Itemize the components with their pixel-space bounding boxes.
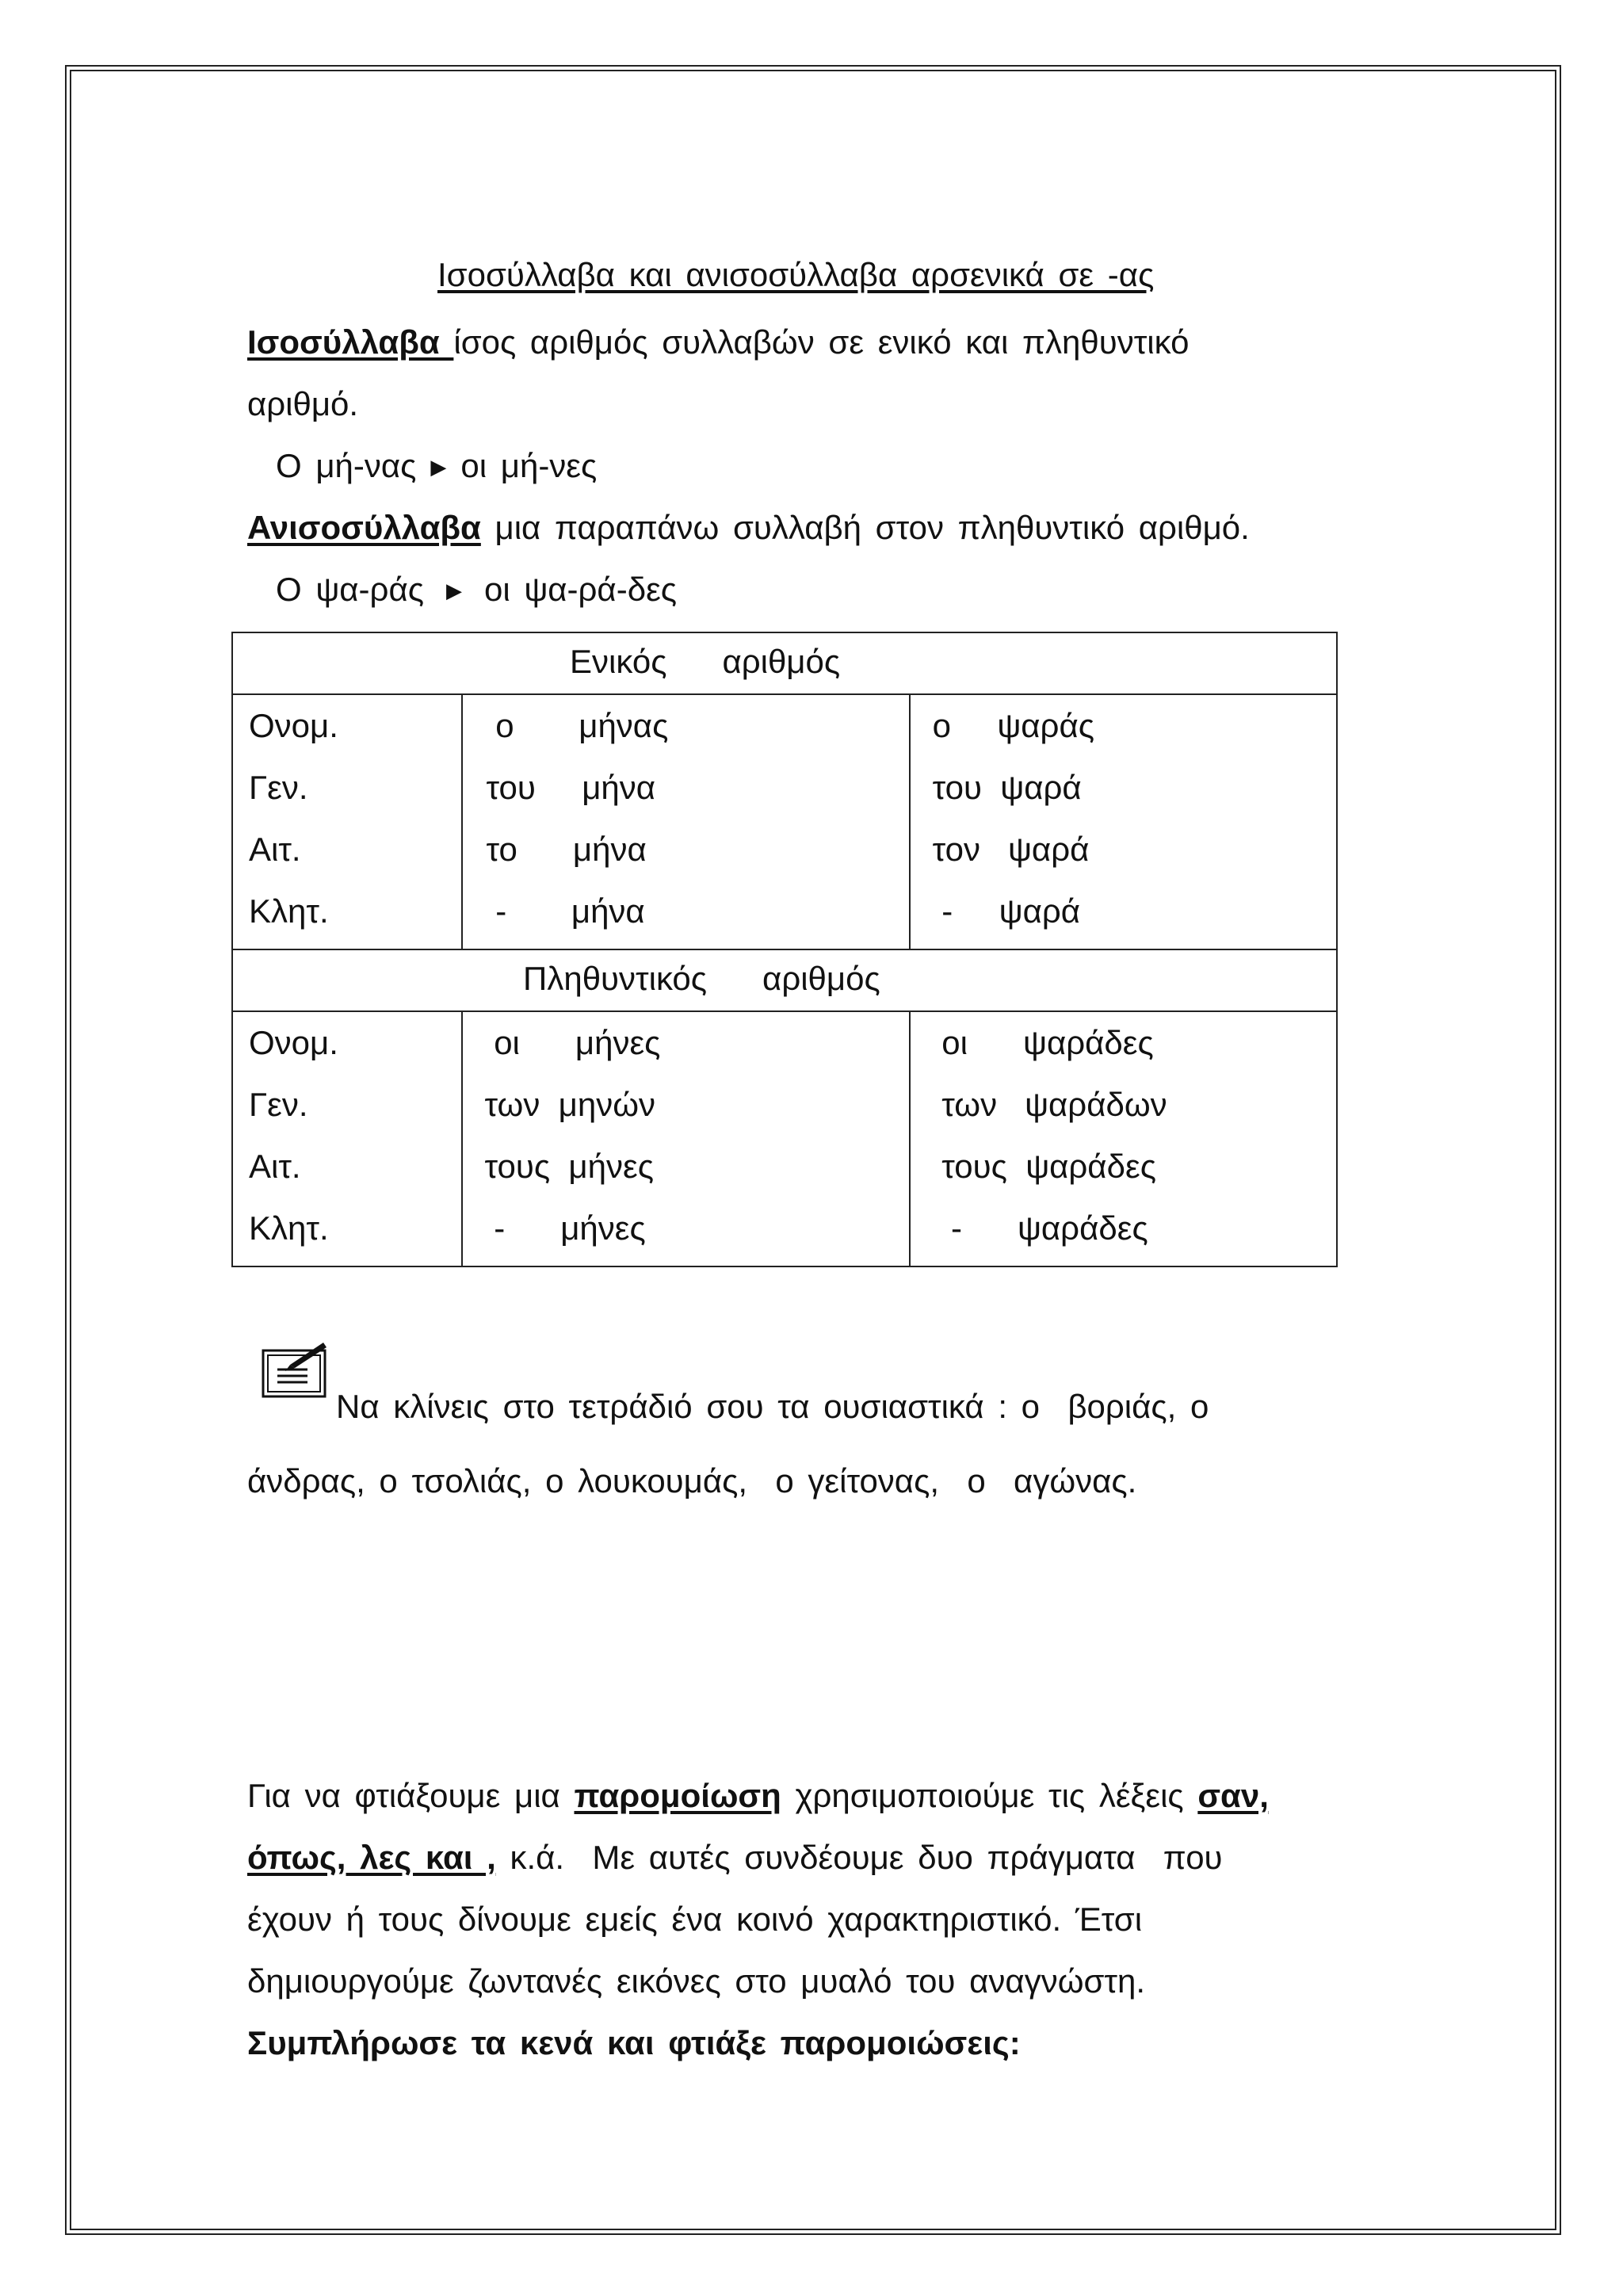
case-labels-plural bbox=[232, 1011, 462, 1266]
case-label: Κλητ. bbox=[249, 1209, 329, 1247]
table-cell: - ψαράδες bbox=[932, 1209, 1148, 1247]
table-cell: του μήνα bbox=[486, 769, 656, 806]
table-cell: ο ψαράς bbox=[932, 707, 1094, 744]
case-label: Ονομ. bbox=[249, 1024, 338, 1061]
declension-table bbox=[231, 632, 1338, 1267]
case-label: Γεν. bbox=[249, 769, 308, 806]
anisosyllaba-definition: μια παραπάνω συλλαβή στον πληθυντικό αριθμό. bbox=[480, 509, 1250, 546]
pen-note-icon bbox=[262, 1339, 328, 1400]
case-label: Αιτ. bbox=[249, 1148, 301, 1185]
exercise-line-1: Να κλίνεις στο τετράδιό σου τα ουσιαστικά : ο βοριάς, ο bbox=[336, 1388, 1209, 1425]
table-cell: των ψαράδων bbox=[932, 1086, 1167, 1123]
anisosyllaba-definition-line bbox=[247, 508, 1250, 548]
table-cell: το μήνα bbox=[486, 831, 647, 868]
simile-line-4: δημιουργούμε ζωντανές εικόνες στο μυαλό του αναγνώστη. bbox=[247, 1962, 1146, 2000]
plural-header: Πληθυντικός αριθμός bbox=[523, 960, 880, 997]
simile-term: παρομοίωση bbox=[574, 1777, 781, 1814]
isosyllaba-definition-cont: αριθμό. bbox=[247, 385, 359, 422]
table-cell: του ψαρά bbox=[932, 769, 1082, 806]
plural-column-mines bbox=[462, 1011, 910, 1266]
case-label: Ονομ. bbox=[249, 707, 338, 744]
triangle-right-icon: ▶ bbox=[430, 455, 447, 479]
simile-line-1 bbox=[247, 1776, 1269, 1816]
singular-header: Ενικός αριθμός bbox=[570, 643, 841, 680]
table-cell: - μήνες bbox=[484, 1209, 646, 1247]
singular-header-row bbox=[232, 632, 1337, 694]
isosyllaba-definition-line bbox=[247, 323, 1189, 362]
case-labels-singular bbox=[232, 694, 462, 949]
table-cell: - μήνα bbox=[486, 892, 645, 930]
plural-header-row bbox=[232, 949, 1337, 1011]
simile-line-3: έχουν ή τους δίνουμε εμείς ένα κοινό χαρακτηριστικό. Έτσι bbox=[247, 1901, 1143, 1938]
simile-instruction: Συμπλήρωσε τα κενά και φτιάξε παρομοιώσεις: bbox=[247, 2024, 1021, 2061]
case-label: Αιτ. bbox=[249, 831, 301, 868]
anisosyllaba-example-right: οι ψα-ρά-δες bbox=[483, 571, 678, 608]
isosyllaba-example-right: οι μή-νες bbox=[460, 447, 598, 484]
anisosyllaba-example bbox=[276, 570, 677, 610]
plural-column-psarades bbox=[910, 1011, 1337, 1266]
table-cell: - ψαρά bbox=[932, 892, 1081, 930]
triangle-right-icon: ▶ bbox=[445, 579, 462, 602]
plural-rows bbox=[232, 1011, 1337, 1266]
isosyllaba-term: Ισοσύλλαβα bbox=[247, 323, 454, 361]
table-cell: οι μήνες bbox=[484, 1024, 661, 1061]
simile-word-san: σαν, bbox=[1197, 1777, 1269, 1814]
simile-text: χρησιμοποιούμε τις λέξεις bbox=[781, 1777, 1198, 1814]
isosyllaba-definition: ίσος αριθμός συλλαβών σε ενικό και πληθυντικό bbox=[453, 323, 1190, 361]
isosyllaba-example bbox=[276, 446, 597, 487]
anisosyllaba-example-left: Ο ψα-ράς bbox=[276, 571, 424, 608]
table-cell: των μηνών bbox=[484, 1086, 656, 1123]
simile-text: κ.ά. Με αυτές συνδέουμε δυο πράγματα που bbox=[495, 1839, 1223, 1876]
page-title: Ισοσύλλαβα και ανισοσύλλαβα αρσενικά σε -ας bbox=[437, 256, 1155, 293]
table-cell: οι ψαράδες bbox=[932, 1024, 1154, 1061]
table-cell: τους μήνες bbox=[484, 1148, 654, 1185]
isosyllaba-example-left: Ο μή-νας bbox=[276, 447, 417, 484]
table-cell: τον ψαρά bbox=[932, 831, 1090, 868]
singular-rows bbox=[232, 694, 1337, 949]
case-label: Γεν. bbox=[249, 1086, 308, 1123]
table-cell: τους ψαράδες bbox=[932, 1148, 1156, 1185]
singular-column-psaras bbox=[910, 694, 1337, 949]
singular-column-minas bbox=[462, 694, 910, 949]
simile-words: όπως, λες και , bbox=[247, 1839, 496, 1876]
anisosyllaba-term: Ανισοσύλλαβα bbox=[247, 509, 481, 546]
exercise-line-2: άνδρας, ο τσολιάς, ο λουκουμάς, ο γείτονας, ο αγώνας. bbox=[247, 1462, 1137, 1499]
case-label: Κλητ. bbox=[249, 892, 329, 930]
table-cell: ο μήνας bbox=[486, 707, 669, 744]
simile-text: Για να φτιάξουμε μια bbox=[247, 1777, 575, 1814]
simile-line-2 bbox=[247, 1838, 1223, 1878]
